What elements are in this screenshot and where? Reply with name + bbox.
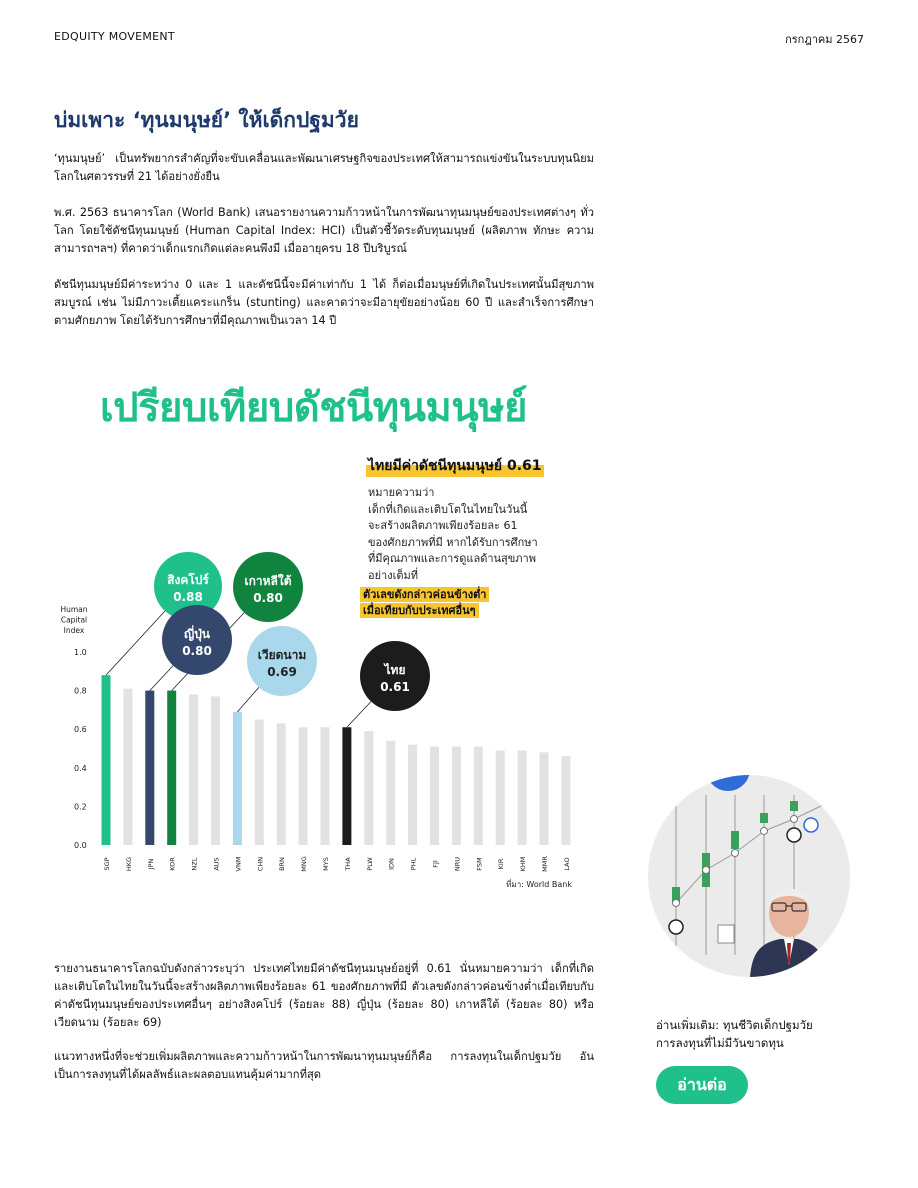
bar-jpn: [145, 691, 154, 845]
annotation-country: เกาหลีใต้: [244, 574, 292, 588]
read-more-text[interactable]: [656, 1016, 856, 1052]
paragraph-index-range: ดัชนีทุนมนุษย์มีค่าระหว่าง 0 และ 1 และดัชนีนี้จะมีค่าเท่ากับ 1 ได้ ก็ต่อเมื่อมนุษย์ที่เกิดในประเทศนั้นมีสุขภาพสมบูรณ์ เช่น ไม่มีภาวะเตี้ยแคระแกร็น (stunting) และคาดว่าจะมีอายุขัยอย่างน้อย 60 ปี และสำเร็จการศึกษาตามศักยภาพ โดยได้รับการศึกษาที่มีคุณภาพเป็นเวลา 14 ปี: [54, 278, 594, 327]
callout-line: จะสร้างผลิตภาพเพียงร้อยละ 61: [368, 519, 518, 532]
bar-lao: [561, 756, 570, 845]
y-tick-label: 0.0: [74, 841, 87, 850]
annotation-value: 0.69: [267, 665, 297, 679]
x-tick-label: JPN: [146, 858, 155, 870]
bar-sgp: [102, 675, 111, 845]
x-tick-label: SGP: [103, 857, 111, 871]
leader-line: [237, 687, 259, 712]
x-tick-label: PLW: [365, 857, 374, 871]
read-more-button[interactable]: อ่านต่อ: [656, 1066, 748, 1104]
bar-aus: [211, 696, 220, 845]
read-more-line: อ่านเพิ่มเติม: ทุนชีวิตเด็กปฐมวัย: [656, 1018, 813, 1032]
x-tick-label: AUS: [212, 857, 221, 871]
annotation-country: สิงคโปร์: [167, 573, 209, 587]
bar-kir: [496, 750, 505, 845]
bar-vnm: [233, 712, 242, 845]
article-title: บ่มเพาะ ‘ทุนมนุษย์’ ให้เด็กปฐมวัย: [54, 108, 359, 132]
bar-mys: [321, 727, 330, 845]
y-tick-label: 0.2: [74, 802, 87, 812]
chart-source: ที่มา: World Bank: [506, 880, 572, 889]
read-more-line: การลงทุนที่ไม่มีวันขาดทุน: [656, 1036, 784, 1050]
bar-idn: [386, 741, 395, 845]
issue-date: กรกฎาคม 2567: [785, 33, 864, 46]
bar-nzl: [189, 694, 198, 845]
callout-highlight-line: เมื่อเทียบกับประเทศอื่นๆ: [360, 603, 479, 618]
bar-phl: [408, 745, 417, 845]
callout-title: ไทยมีค่าดัชนีทุนมนุษย์ 0.61: [366, 455, 544, 477]
x-tick-label: HKG: [124, 856, 133, 872]
x-tick-label: THA: [343, 857, 352, 871]
bar-plw: [364, 731, 373, 845]
callout-line: อย่างเต็มที่: [368, 568, 419, 582]
x-tick-label: IDN: [387, 858, 396, 870]
x-tick-label: KOR: [168, 857, 177, 871]
y-tick-label: 0.8: [74, 686, 87, 696]
bar-nru: [452, 747, 461, 845]
bar-hkg: [123, 689, 132, 845]
annotation-value: 0.88: [173, 590, 203, 604]
callout-line: หมายความว่า: [368, 486, 435, 499]
bar-kor: [167, 691, 176, 845]
growth-chart-illustration: [648, 775, 850, 977]
x-tick-label: NZL: [190, 857, 199, 871]
y-tick-label: 0.4: [74, 763, 87, 773]
bar-chn: [255, 720, 264, 845]
x-tick-label: KHM: [519, 856, 528, 872]
x-tick-label: FSM: [475, 857, 484, 871]
annotation-value: 0.61: [380, 680, 410, 694]
x-tick-label: VNM: [234, 856, 243, 872]
x-tick-label: BRN: [278, 857, 287, 871]
article-thumbnail[interactable]: [648, 775, 850, 977]
paragraph-world-bank: พ.ศ. 2563 ธนาคารโลก (World Bank) เสนอรายงานความก้าวหน้าในการพัฒนาทุนมนุษย์ของประเทศต่างๆ ทั่วโลก โดยใช้ดัชนีทุนมนุษย์ (Human Capital Index: HCI) เป็นตัวชี้วัดระดับทุนมนุษย์ (ผลิตภาพ ทักษะ ความสามารถฯลฯ) ที่คาดว่าเด็กแรกเกิดแต่ละคนพึงมี เมื่ออายุครบ 18 ปีบริบูรณ์: [54, 206, 594, 255]
bar-khm: [518, 750, 527, 845]
y-axis-title: Capital: [60, 615, 88, 625]
annotation-country: ไทย: [384, 663, 406, 677]
paragraph-intro: ‘ทุนมนุษย์’ เป็นทรัพยากรสำคัญที่จะขับเคลื่อนและพัฒนาเศรษฐกิจของประเทศให้สามารถแข่งขันในระบบทุนนิยมโลกในศตวรรษที่ 21 ได้อย่างยั่งยืน: [54, 152, 594, 183]
x-tick-label: CHN: [256, 856, 265, 872]
bar-brn: [277, 723, 286, 845]
bar-fsm: [474, 747, 483, 845]
leader-line: [347, 702, 371, 728]
hci-bar-chart: [0, 540, 600, 900]
bar-tha: [342, 727, 351, 845]
infographic-title: เปรียบเทียบดัชนีทุนมนุษย์: [100, 385, 527, 431]
bar-mmr: [540, 752, 549, 845]
callout-line: ของศักยภาพที่มี หากได้รับการศึกษา: [368, 535, 538, 549]
leader-line: [150, 666, 173, 691]
x-tick-label: NRU: [453, 856, 462, 872]
paragraph-thailand-result: รายงานธนาคารโลกฉบับดังกล่าวระบุว่า ประเทศไทยมีค่าดัชนีทุนมนุษย์อยู่ที่ 0.61 นั่นหมายความว่า เด็กที่เกิดและเติบโตในไทยในวันนี้จะสร้างผลิตภาพเพียงร้อยละ 61 ของศักยภาพที่มี ตัวเลขดังกล่าวค่อนข้างต่ำเมื่อเทียบกับค่าดัชนีทุนมนุษย์ของประเทศอื่นๆ อย่างสิงคโปร์ (ร้อยละ 88) ญี่ปุ่น (ร้อยละ 80) เกาหลีใต้ (ร้อยละ 80) หรือเวียดนาม (ร้อยละ 69): [54, 962, 594, 1029]
y-axis-title: Human: [60, 605, 88, 614]
x-tick-label: PHL: [409, 857, 418, 871]
brand-name: EDQUITY MOVEMENT: [54, 30, 175, 43]
annotation-value: 0.80: [182, 644, 212, 658]
callout-line: ที่มีคุณภาพและการดูแลด้านสุขภาพ: [368, 552, 536, 565]
paragraph-early-childhood: แนวทางหนึ่งที่จะช่วยเพิ่มผลิตภาพและความก้าวหน้าในการพัฒนาทุนมนุษย์ก็คือ การลงทุนในเด็กปฐมวัย อันเป็นการลงทุนที่ได้ผลลัพธ์และผลตอบแทนคุ้มค่ามากที่สุด: [54, 1050, 594, 1081]
leader-line: [106, 611, 165, 675]
bar-mng: [299, 727, 308, 845]
y-axis-title: Index: [63, 626, 85, 635]
x-tick-label: MMR: [541, 856, 549, 872]
x-tick-label: MYS: [322, 857, 330, 871]
annotation-country: ญี่ปุ่น: [183, 627, 211, 641]
bar-fji: [430, 747, 439, 845]
x-tick-label: FJI: [431, 860, 440, 868]
callout-line: เด็กที่เกิดและเติบโตในไทยในวันนี้: [368, 502, 528, 516]
annotation-country: เวียดนาม: [257, 648, 307, 662]
x-tick-label: MNG: [300, 856, 309, 872]
callout-highlight-line: ตัวเลขดังกล่าวค่อนข้างต่ำ: [360, 587, 489, 602]
y-tick-label: 1.0: [74, 648, 87, 657]
y-tick-label: 0.6: [74, 725, 87, 735]
x-tick-label: KIR: [497, 858, 506, 870]
x-tick-label: LAO: [562, 857, 571, 871]
annotation-value: 0.80: [253, 591, 283, 605]
